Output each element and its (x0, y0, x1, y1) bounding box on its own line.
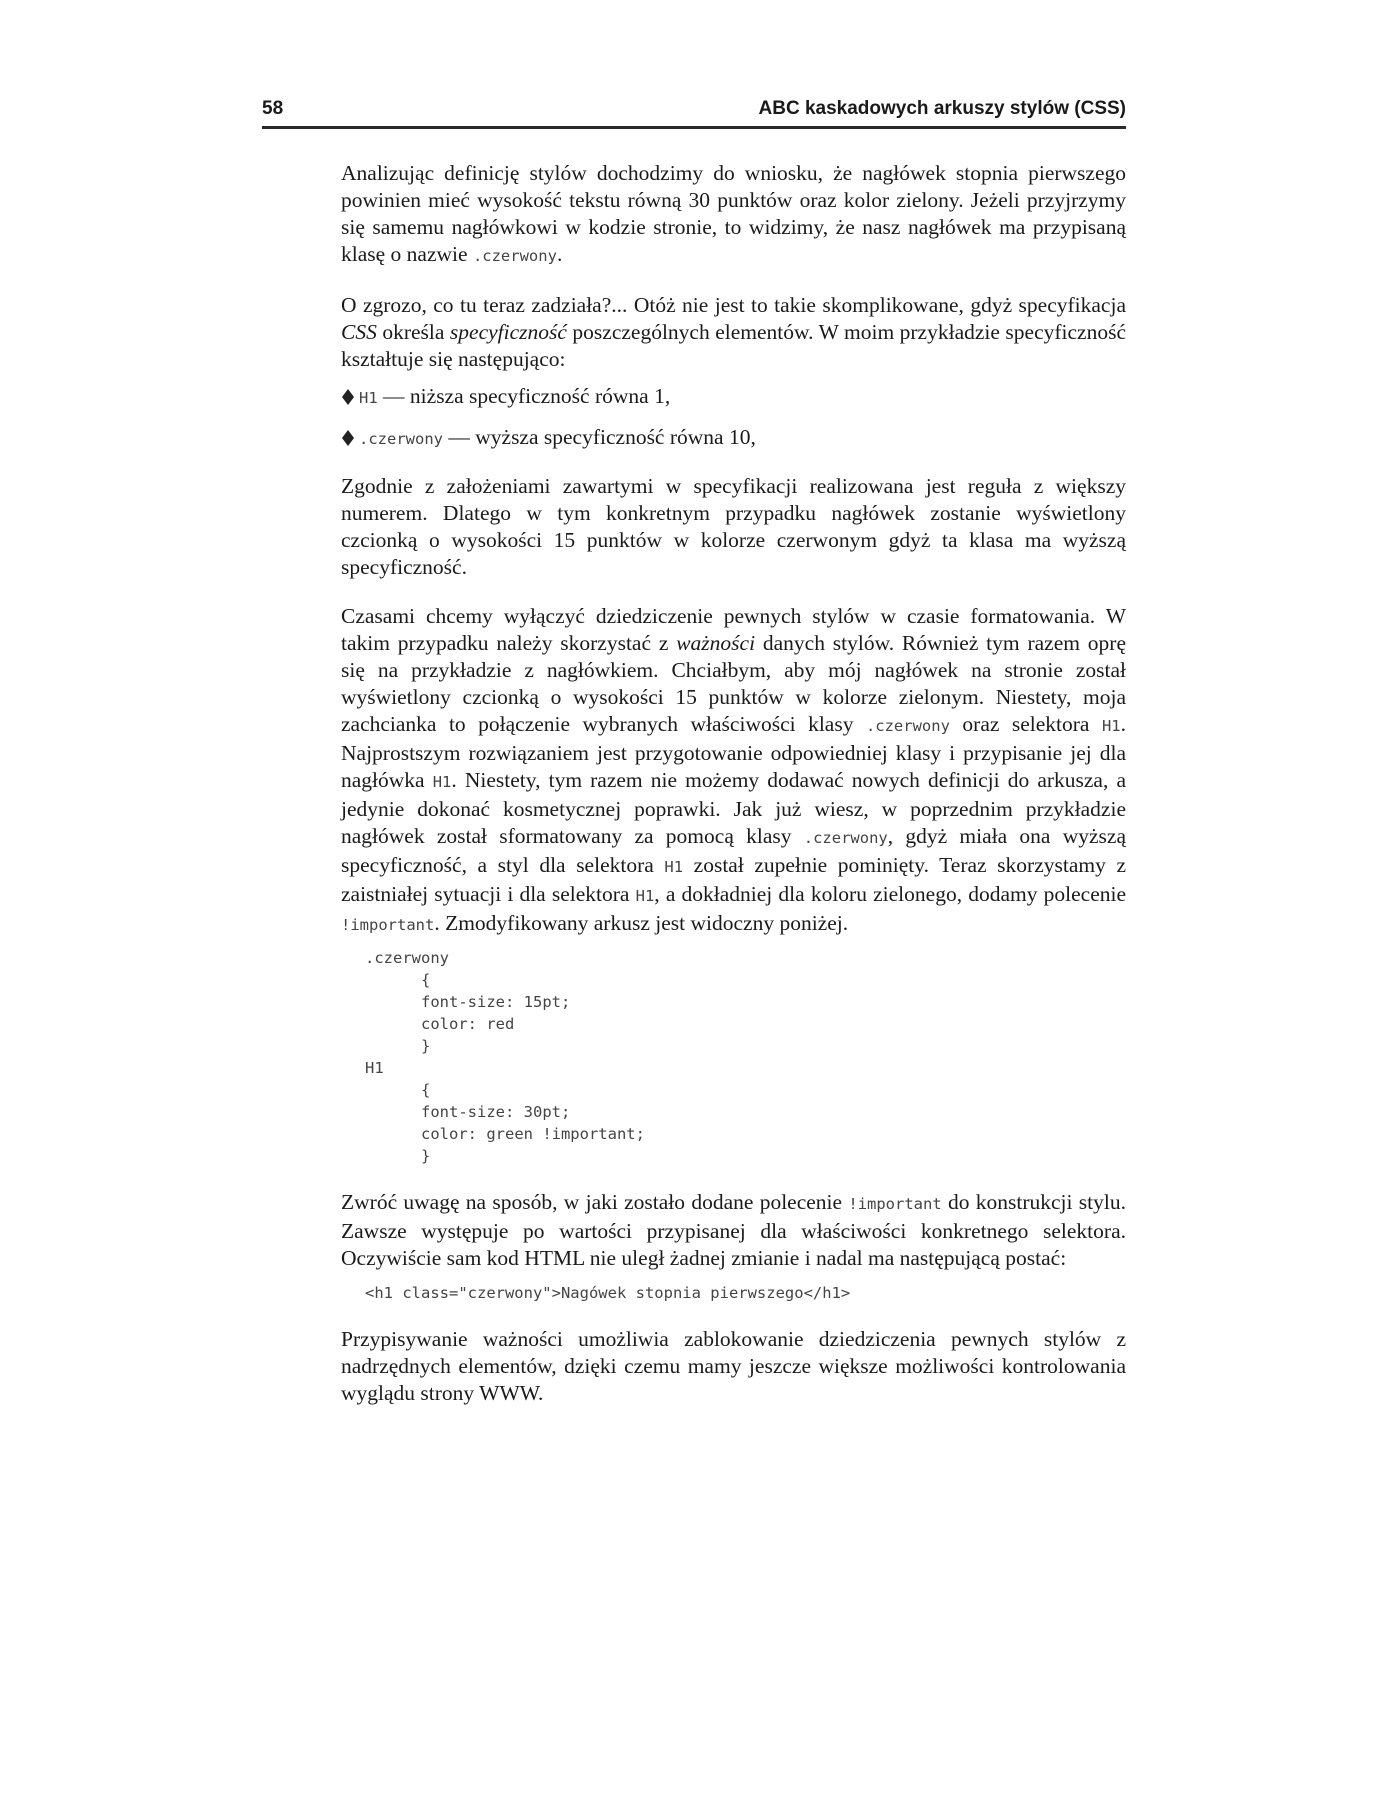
paragraph-5 (341, 1189, 1126, 1272)
paragraph-text: , gdyż miała ona wyższą specyficzność, a styl dla selektora (341, 824, 1126, 877)
paragraph-1 (341, 160, 1126, 270)
code-line: color: green !important; (421, 1125, 645, 1143)
paragraph-text: Czasami chcemy wyłączyć dziedziczenie pewnych stylów w czasie formatowania. W takim przypadku należy skorzystać z (341, 604, 1126, 655)
paragraph-text: danych stylów. Również tym razem oprę się na przykładzie z nagłówkiem. Chciałbym, aby mój nagłówek na stronie został wyświetlony czcionką o wysokości 15 punktów w kolorze zielonym. Niestety, moja zachcianka to połączenie wybranych właściwości klasy (341, 631, 1126, 736)
code-line: font-size: 30pt; (421, 1103, 571, 1121)
emphasis: specyficzność (449, 320, 567, 344)
diamond-bullet-icon (341, 430, 355, 446)
inline-code: H1 (359, 389, 378, 407)
paragraph-text: . Niestety, tym razem nie możemy dodawać nowych definicji do arkusza, a jedynie dokonać kosmetycznej poprawki. Jak już wiesz, w poprzednim przykładzie nagłówek został sformatowany za pomocą klasy (341, 768, 1126, 848)
inline-code: H1 (1101, 717, 1121, 735)
list-item-text: — niższa specyficzność równa 1, (377, 384, 671, 408)
paragraph-4 (341, 603, 1126, 939)
code-line: H1 (365, 1059, 384, 1077)
specificity-list (341, 383, 1126, 453)
paragraph-text: poszczególnych elementów. W moim przykładzie specyficzność kształtuje się następująco: (341, 320, 1126, 371)
diamond-bullet-icon (341, 389, 355, 405)
page-number: 58 (262, 98, 284, 119)
code-line: { (421, 1081, 431, 1099)
inline-code: .czerwony (803, 829, 888, 847)
paragraph-text: oraz selektora (949, 712, 1102, 736)
inline-code: .czerwony (359, 430, 443, 448)
code-line: { (421, 971, 431, 989)
inline-code: H1 (432, 773, 452, 791)
list-item-text: –– wyższa specyficzność równa 10, (443, 425, 756, 449)
inline-code: !important (341, 916, 435, 934)
code-line: <h1 class="czerwony">Nagówek stopnia pierwszego</h1> (365, 1284, 851, 1302)
code-line: } (421, 1147, 431, 1165)
list-item (341, 424, 1126, 453)
emphasis: CSS (341, 320, 377, 344)
code-line: } (421, 1037, 431, 1055)
paragraph-text: . Zmodyfikowany arkusz jest widoczny poniżej. (434, 911, 849, 935)
css-code-block (365, 947, 1126, 1167)
code-line: font-size: 15pt; (421, 993, 571, 1011)
paragraph-text: do konstrukcji stylu. Zawsze występuje po wartości przypisanej dla właściwości konkretnego selektora. Oczywiście sam kod HTML nie uległ żadnej zmianie i nadal ma następującą postać: (341, 1190, 1126, 1270)
code-line: color: red (421, 1015, 515, 1033)
emphasis: ważności (676, 631, 756, 655)
inline-code: .czerwony (865, 717, 950, 735)
inline-code: .czerwony (472, 247, 557, 265)
paragraph-6: Przypisywanie ważności umożliwia zablokowanie dziedziczenia pewnych stylów z nadrzędnych elementów, dzięki czemu mamy jeszcze większe możliwości kontrolowania wyglądu strony WWW. (341, 1327, 1126, 1405)
paragraph-text: . (556, 242, 563, 266)
inline-code: H1 (635, 887, 655, 905)
paragraph-text: . Najprostszym rozwiązaniem jest przygotowanie odpowiedniej klasy i przypisanie jej dla nagłówka (341, 712, 1126, 792)
page-body (341, 160, 1126, 1429)
paragraph-text: Zwróć uwagę na sposób, w jaki zostało dodane polecenie (341, 1190, 849, 1214)
paragraph-text: został zupełnie pominięty. Teraz skorzystamy z zaistniałej sytuacji i dla selektora (341, 853, 1126, 906)
paragraph-text: O zgrozo, co tu teraz zadziała?... Otóż nie jest to takie skomplikowane, gdyż specyfikacja (341, 293, 1126, 317)
paragraph-2 (341, 292, 1126, 373)
running-title: ABC kaskadowych arkuszy stylów (CSS) (758, 98, 1126, 119)
code-line: .czerwony (365, 949, 449, 967)
paragraph-text: Analizując definicję stylów dochodzimy do wniosku, że nagłówek stopnia pierwszego powinien mieć wysokość tekstu równą 30 punktów oraz kolor zielony. Jeżeli przyjrzymy się samemu nagłówkowi w kodzie stronie, to widzimy, że nasz nagłówek ma przypisaną klasę o nazwie (341, 161, 1126, 266)
paragraph-3: Zgodnie z założeniami zawartymi w specyfikacji realizowana jest reguła z większy numerem. Dlatego w tym konkretnym przypadku nagłówek zostanie wyświetlony czcionką o wysokości 15 punktów w kolorze czerwonym gdyż ta klasa ma wyższą specyficzność. (341, 474, 1126, 579)
html-code-line (365, 1282, 1126, 1304)
paragraph-text: , a dokładniej dla koloru zielonego, dodamy polecenie (654, 882, 1127, 906)
inline-code: !important (848, 1195, 942, 1213)
inline-code: H1 (664, 858, 684, 876)
page-header (262, 96, 1126, 129)
list-item (341, 383, 1126, 412)
paragraph-text: określa (376, 320, 450, 344)
